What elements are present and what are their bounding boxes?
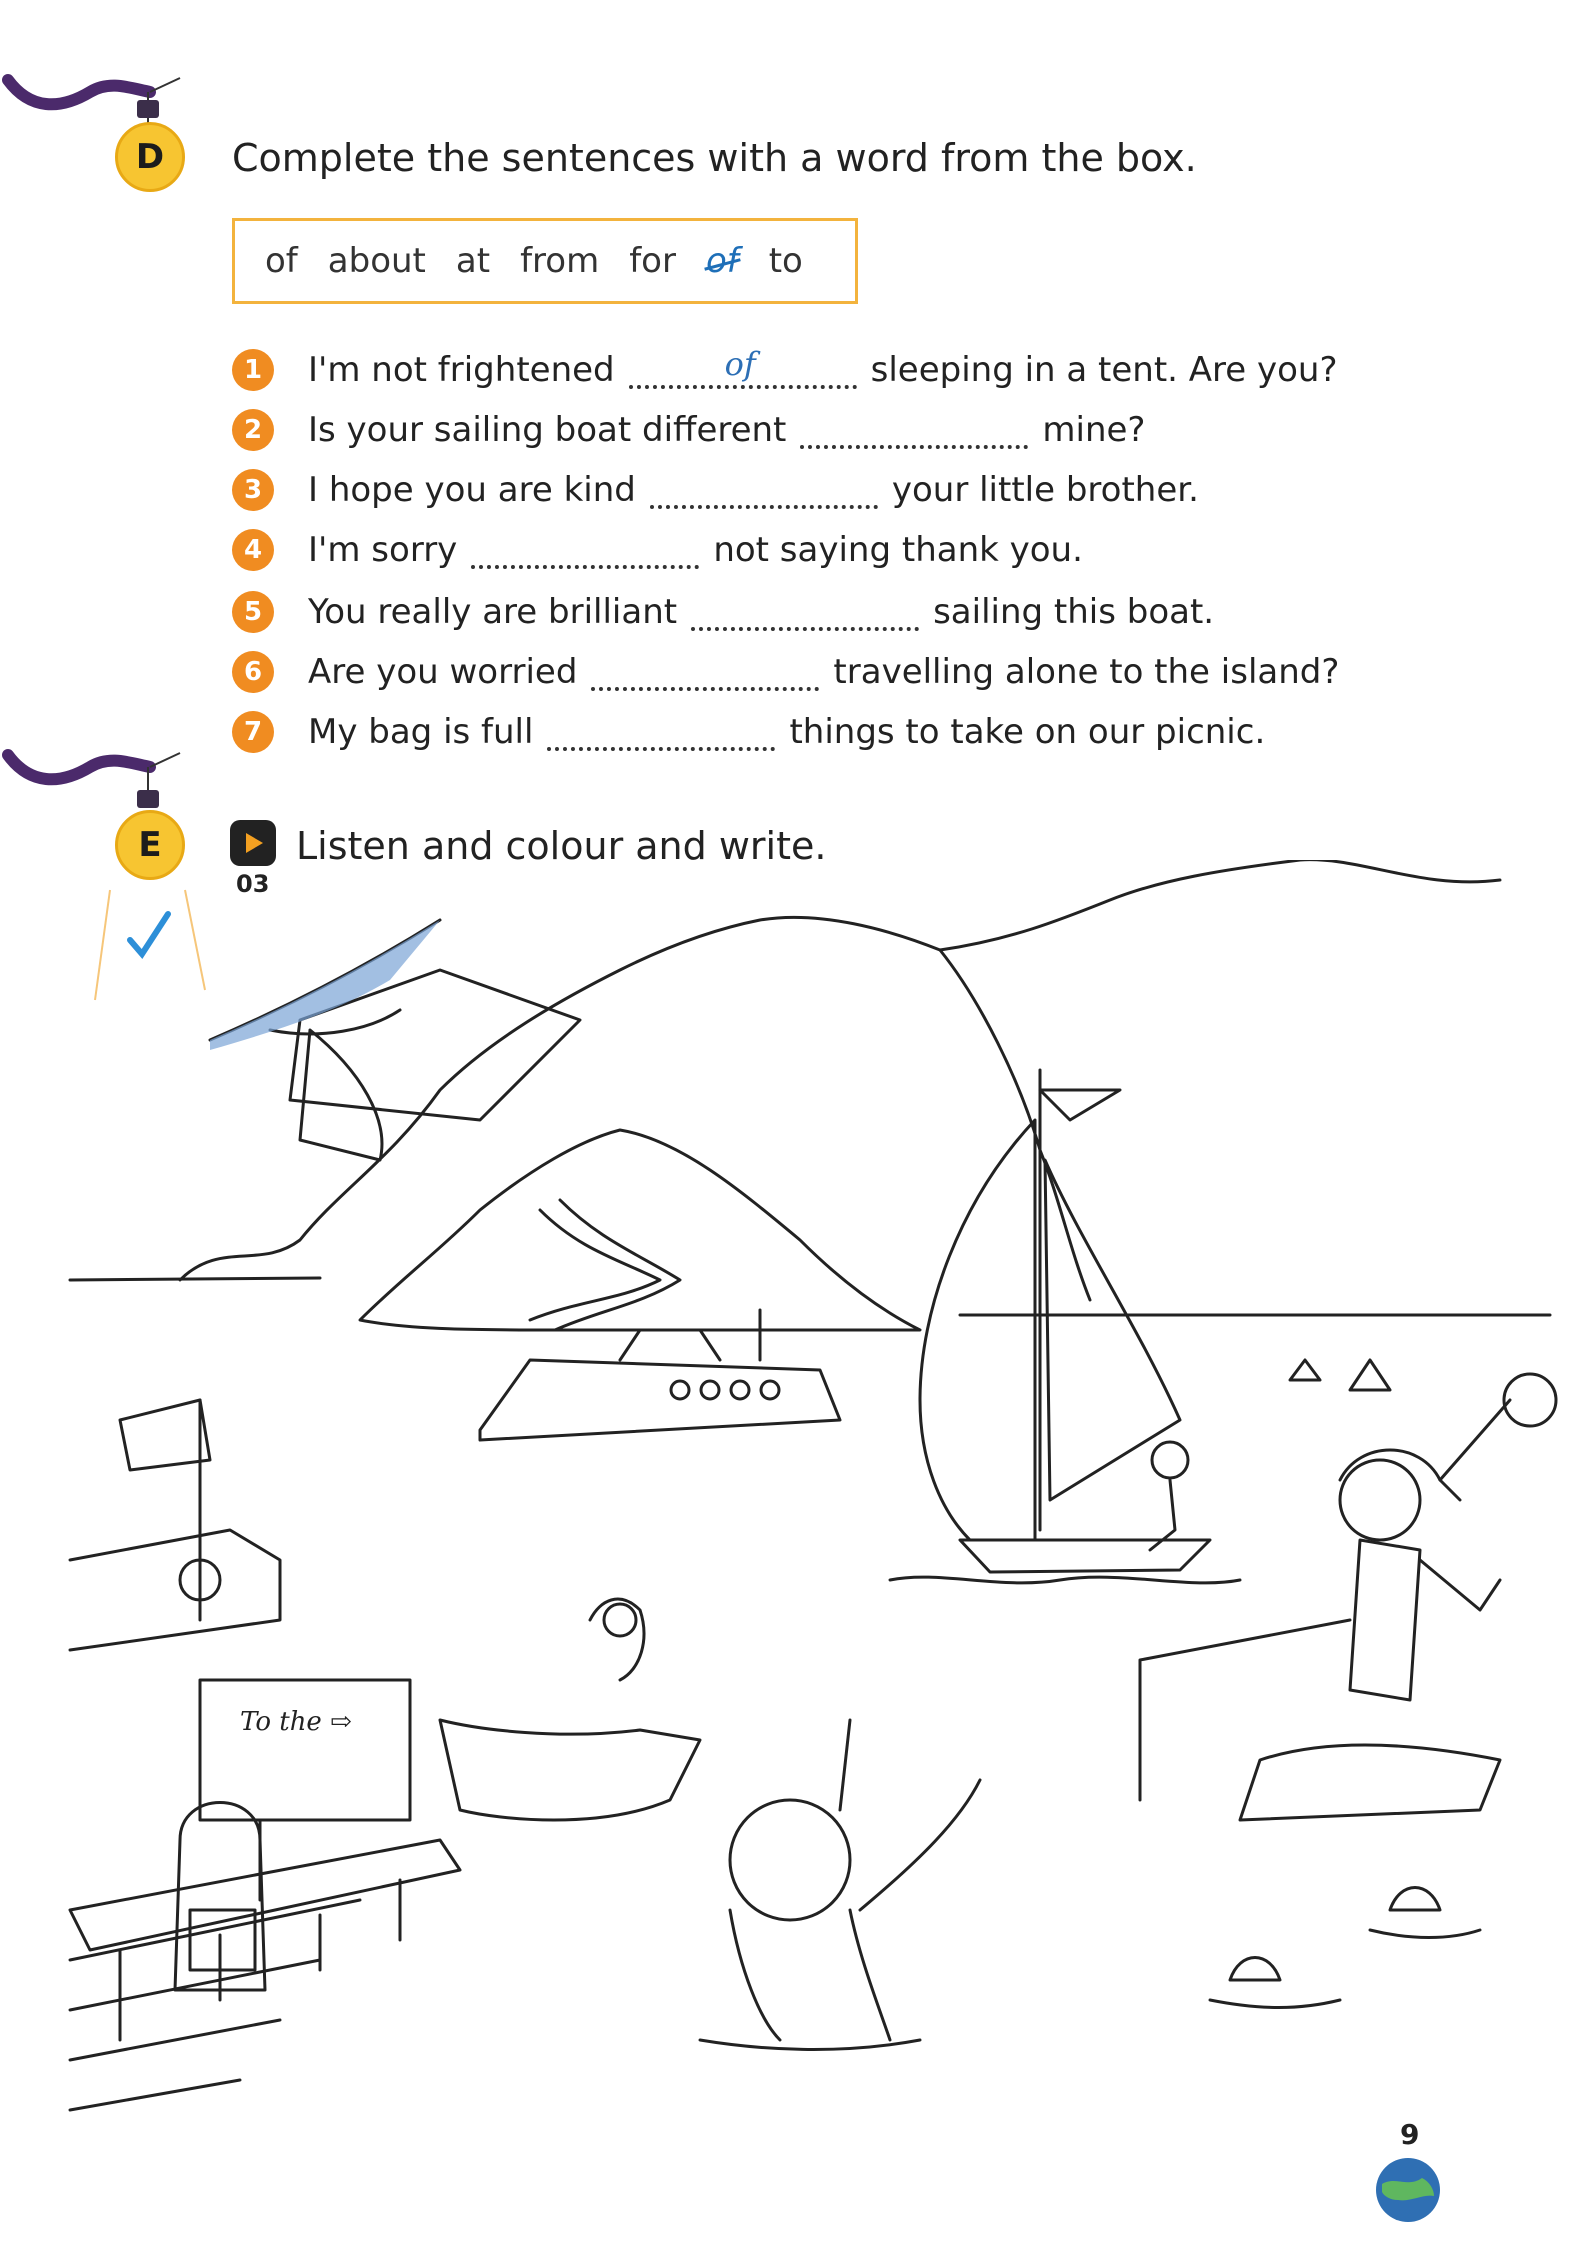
- audio-track-number: 03: [236, 870, 270, 898]
- sentence-3: [232, 464, 1199, 516]
- word-option-crossed-out: of: [705, 241, 739, 281]
- sentence-after: not saying thank you.: [713, 530, 1083, 570]
- section-d-badge: D: [115, 122, 185, 192]
- sentence-7: [232, 706, 1265, 758]
- word-option: about: [327, 241, 426, 281]
- section-e-instruction: Listen and colour and write.: [296, 824, 827, 868]
- word-option: at: [455, 241, 491, 281]
- answer-blank[interactable]: [629, 345, 857, 389]
- sentence-number: 6: [232, 651, 274, 693]
- sentence-before: You really are brilliant: [308, 592, 678, 632]
- section-d-instruction: Complete the sentences with a word from the box.: [232, 136, 1197, 180]
- page-number: 9: [1400, 2118, 1420, 2151]
- sentence-before: Are you worried: [308, 652, 578, 692]
- sentence-after: things to take on our picnic.: [789, 712, 1266, 752]
- handwritten-answer: of: [724, 345, 756, 383]
- sentence-number: 5: [232, 591, 274, 633]
- answer-blank[interactable]: [471, 531, 699, 569]
- sentence-number: 7: [232, 711, 274, 753]
- section-e-badge: E: [115, 810, 185, 880]
- sentence-number: 2: [232, 409, 274, 451]
- sentence-before: I'm sorry: [308, 530, 458, 570]
- word-option: to: [768, 241, 803, 281]
- sentence-before: Is your sailing boat different: [308, 410, 787, 450]
- answer-blank[interactable]: [800, 411, 1028, 449]
- ribbon-e: [0, 715, 200, 825]
- word-option: of: [265, 241, 298, 281]
- sentence-before: My bag is full: [308, 712, 534, 752]
- bulb-cap-e: [137, 790, 159, 808]
- word-option: for: [629, 241, 676, 281]
- sentence-before: I hope you are kind: [308, 470, 636, 510]
- sentence-2: [232, 404, 1145, 456]
- sentence-before: I'm not frightened: [308, 350, 615, 390]
- sentence-after: your little brother.: [891, 470, 1199, 510]
- sentence-5: [232, 586, 1214, 638]
- answer-blank[interactable]: [591, 653, 819, 691]
- sentence-number: 1: [232, 349, 274, 391]
- answer-blank[interactable]: [691, 593, 919, 631]
- sentence-after: sleeping in a tent. Are you?: [870, 350, 1338, 390]
- globe-logo-icon: [1368, 2150, 1448, 2230]
- answer-blank[interactable]: [650, 471, 878, 509]
- sentence-1: [232, 344, 1338, 396]
- sentence-after: mine?: [1042, 410, 1146, 450]
- sentence-after: travelling alone to the island?: [833, 652, 1340, 692]
- sentence-number: 4: [232, 529, 274, 571]
- sentence-after: sailing this boat.: [933, 592, 1215, 632]
- lake-scene-illustration: [60, 860, 1560, 2160]
- sentence-6: [232, 646, 1339, 698]
- answer-blank[interactable]: [547, 713, 775, 751]
- sign-text: To the ⇨: [240, 1707, 352, 1737]
- sentence-4: [232, 524, 1083, 576]
- sentence-number: 3: [232, 469, 274, 511]
- bulb-cap-d: [137, 100, 159, 118]
- word-box: [232, 218, 858, 304]
- word-option: from: [520, 241, 600, 281]
